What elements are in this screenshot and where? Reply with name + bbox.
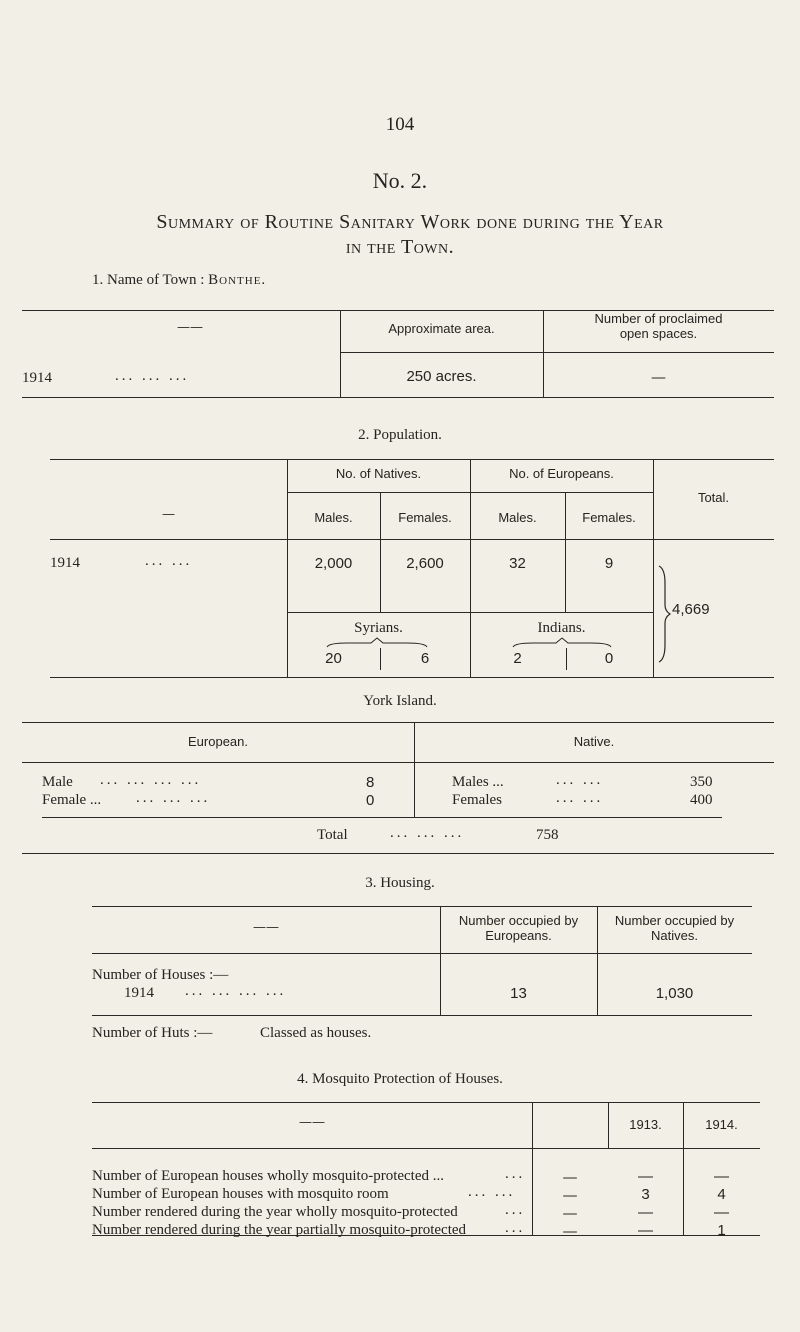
- housing-heading: 3. Housing.: [365, 875, 435, 891]
- mosquito-row-label: Number of European houses wholly mosquito-protected ...: [92, 1168, 445, 1184]
- york-island-heading: York Island.: [363, 693, 437, 709]
- mosquito-row-1913-value: —: [638, 1168, 653, 1185]
- col-european: European.: [188, 734, 248, 749]
- houses-row-dots: ... ... ... ...: [185, 983, 287, 999]
- indians-females-value: 0: [604, 650, 614, 667]
- pop-row-year: 1914: [50, 555, 80, 571]
- houses-natives-value: 1,030: [655, 985, 694, 1002]
- natives-males-value: 2,000: [314, 555, 353, 572]
- natives-females-value: 2,600: [406, 555, 444, 572]
- pop-corner-dash: —: [162, 507, 175, 522]
- mosquito-row-dots: ... ...: [468, 1184, 516, 1200]
- york-male-label: Male: [42, 774, 73, 790]
- mosquito-row-blank-value: —: [562, 1186, 578, 1204]
- col-1914: 1914.: [705, 1117, 738, 1132]
- population-heading: 2. Population.: [358, 427, 442, 443]
- houses-europeans-value: 13: [510, 985, 527, 1002]
- mosquito-heading: 4. Mosquito Protection of Houses.: [297, 1071, 503, 1087]
- page-number: 104: [385, 114, 415, 135]
- indians-males-value: 2: [513, 650, 522, 667]
- mosquito-row-dots: ...: [505, 1202, 526, 1218]
- page-subtitle: in the Town.: [345, 236, 455, 258]
- mosquito-row-blank-value: —: [562, 1204, 578, 1222]
- york-native-females-label: Females: [452, 792, 502, 808]
- area-value: 250 acres.: [406, 368, 477, 385]
- pop-row-dots: ... ...: [145, 553, 193, 569]
- area-row-year: 1914: [22, 370, 52, 386]
- col-natives-males: Males.: [314, 510, 353, 525]
- col-occupied-natives: [597, 913, 752, 943]
- mosquito-corner-dash: ——: [299, 1115, 325, 1130]
- col-occupied-natives-line1: Number occupied by: [614, 913, 735, 928]
- indians-label: Indians.: [537, 620, 586, 636]
- mosquito-row-1914-value: 1: [717, 1222, 726, 1239]
- col-europeans: No. of Europeans.: [509, 466, 614, 481]
- syrians-label: Syrians.: [354, 620, 403, 636]
- mosquito-row-1913-value: 3: [641, 1186, 650, 1203]
- mosquito-row-label: Number rendered during the year partially mosquito-protected: [92, 1222, 467, 1238]
- col-occupied-europeans-line1: Number occupied by: [458, 913, 579, 928]
- col-open-spaces-line1: Number of proclaimed: [594, 311, 723, 326]
- huts-label: Number of Huts :—: [92, 1025, 213, 1041]
- col-occupied-europeans-line2: Europeans.: [485, 928, 552, 943]
- york-native-males-label: Males ...: [452, 774, 504, 790]
- york-total-dots: ... ... ...: [390, 825, 465, 841]
- europeans-females-value: 9: [604, 555, 614, 572]
- york-native-males-value: 350: [690, 774, 713, 790]
- houses-row-label: Number of Houses :—: [92, 967, 229, 983]
- page-title: Summary of Routine Sanitary Work done during the Year: [156, 211, 664, 233]
- syrians-males-value: 20: [325, 650, 342, 667]
- col-approx-area: Approximate area.: [388, 321, 495, 336]
- york-european-male-value: 8: [366, 774, 375, 791]
- population-total-value: 4,669: [672, 601, 710, 618]
- mosquito-row-1914-value: —: [714, 1204, 729, 1221]
- housing-corner-dash: ——: [253, 920, 279, 935]
- york-female-dots: ... ... ...: [136, 790, 211, 806]
- col-occupied-natives-line2: Natives.: [651, 928, 698, 943]
- york-european-female-value: 0: [366, 792, 375, 809]
- york-native-females-dots: ... ...: [556, 790, 604, 806]
- col-europeans-females: Females.: [582, 510, 636, 525]
- mosquito-row-blank-value: —: [562, 1168, 578, 1186]
- syrians-females-value: 6: [420, 650, 430, 667]
- col-natives: No. of Natives.: [335, 466, 422, 481]
- document-number: No. 2.: [372, 168, 428, 193]
- syrians-brace-icon: [327, 638, 427, 647]
- mosquito-row-dots: ...: [505, 1166, 526, 1182]
- mosquito-row-dots: ...: [505, 1220, 526, 1236]
- town-label-text: 1. Name of Town :: [92, 272, 205, 288]
- york-total-label: Total: [317, 827, 348, 843]
- mosquito-row-blank-value: —: [562, 1222, 578, 1240]
- col-native: Native.: [573, 734, 615, 749]
- corner-dash: ——: [177, 320, 203, 335]
- col-1913: 1913.: [629, 1117, 662, 1132]
- york-native-males-dots: ... ...: [556, 772, 604, 788]
- col-total: Total.: [697, 490, 730, 505]
- york-native-females-value: 400: [690, 792, 713, 808]
- mosquito-row-label: Number of European houses with mosquito room: [92, 1186, 389, 1202]
- huts-value: Classed as houses.: [260, 1025, 372, 1041]
- col-europeans-males: Males.: [498, 510, 537, 525]
- total-brace-icon: [656, 563, 672, 665]
- mosquito-row-1913-value: —: [638, 1204, 653, 1221]
- mosquito-row-1914-value: —: [714, 1168, 729, 1185]
- town-label: [92, 272, 266, 289]
- col-occupied-europeans: [440, 913, 597, 943]
- town-name: Bonthe.: [208, 272, 267, 288]
- mosquito-row-1913-value: —: [638, 1222, 653, 1239]
- area-row-dots: ... ... ...: [115, 368, 190, 384]
- indians-brace-icon: [513, 638, 611, 647]
- mosquito-row-1914-value: 4: [717, 1186, 726, 1203]
- europeans-males-value: 32: [509, 555, 526, 572]
- york-male-dots: ... ... ... ...: [100, 772, 202, 788]
- york-total-value: 758: [536, 827, 559, 843]
- mosquito-row-label: Number rendered during the year wholly mosquito-protected: [92, 1204, 458, 1220]
- open-spaces-value: —: [651, 368, 666, 386]
- col-open-spaces: [543, 311, 774, 341]
- col-open-spaces-line2: open spaces.: [619, 326, 698, 341]
- col-natives-females: Females.: [398, 510, 452, 525]
- houses-row-year: 1914: [124, 985, 154, 1001]
- york-female-label: Female ...: [42, 792, 102, 808]
